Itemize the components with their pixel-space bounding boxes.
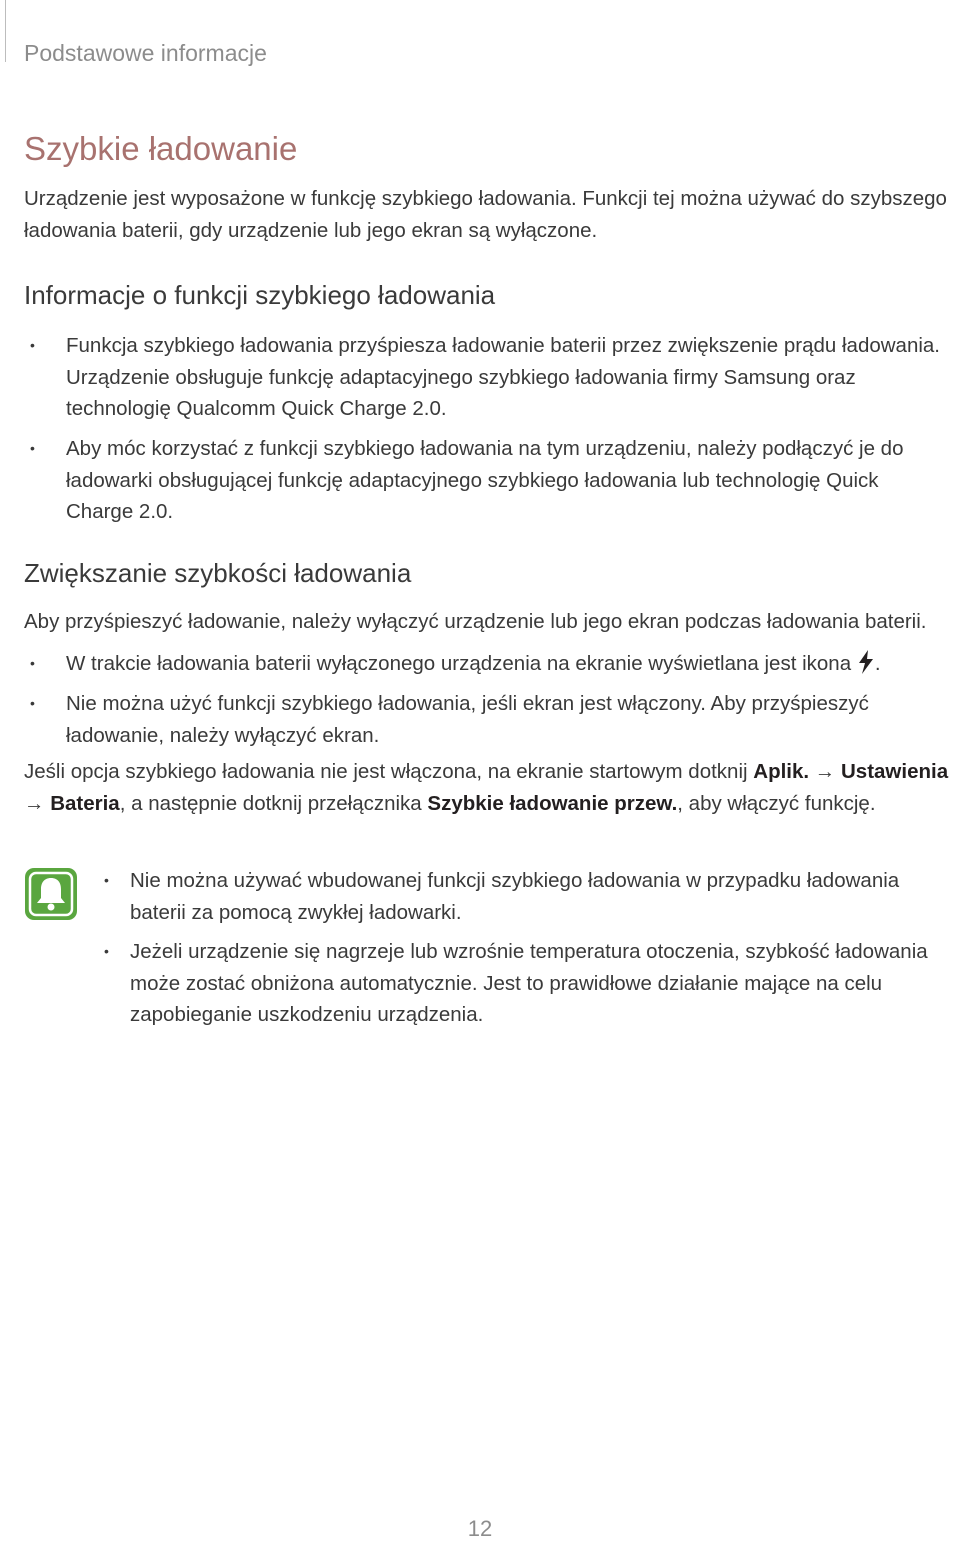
section-heading-speed: Zwiększanie szybkości ładowania [24,558,412,588]
charging-bolt-icon [857,650,875,674]
instruction-text: , a następnie dotknij przełącznika [119,791,428,815]
bullet-dot: • [104,943,109,959]
list-item-text: W trakcie ładowania baterii wyłączonego urządzenia na ekranie wyświetlana jest ikona [66,652,852,675]
list-item: Nie można użyć funkcji szybkiego ładowania, jeśli ekran jest włączony. Aby przyśpieszyć ładowanie, należy wyłączyć ekran. [66,692,869,747]
toggle-name: Szybkie ładowanie przew. [427,791,678,815]
speed-intro-paragraph: Aby przyśpieszyć ładowanie, należy wyłączyć urządzenie lub jego ekran podczas ładowania baterii. [24,610,927,633]
list-item: Nie można używać wbudowanej funkcji szybkiego ładowania w przypadku ładowania baterii za pomocą zwykłej ładowarki. [130,869,900,924]
bell-notice-icon [24,867,78,921]
menu-apps: Aplik. [753,760,810,783]
arrow: → [809,760,841,783]
bullet-dot: • [30,655,35,671]
menu-battery: Bateria [50,791,120,815]
intro-paragraph: Urządzenie jest wyposażone w funkcję szybkiego ładowania. Funkcji tej można używać do szybszego ładowania baterii, gdy urządzenie lub jego ekran są wyłączone. [24,187,947,242]
bullet-dot: • [104,872,109,888]
page-title: Szybkie ładowanie [24,130,298,167]
instruction-paragraph [24,756,950,819]
list-item: Funkcja szybkiego ładowania przyśpiesza ładowanie baterii przez zwiększenie prądu ładowania. Urządzenie obsługuje funkcję adaptacyjnego szybkiego ładowania firmy Samsung oraz technologię Qualcomm Quick Charge 2.0. [66,334,941,420]
section-header: Podstawowe informacje [24,40,267,66]
instruction-text: , aby włączyć funkcję. [677,791,876,815]
list-item: Aby móc korzystać z funkcji szybkiego ładowania na tym urządzeniu, należy podłączyć je do ładowarki obsługującej funkcję adaptacyjnego szybkiego ładowania lub technologię Quick Charge 2.0. [66,437,904,523]
list-item: Jeżeli urządzenie się nagrzeje lub wzrośnie temperatura otoczenia, szybkość ładowania może zostać obniżona automatycznie. Jest to prawidłowe działanie mające na celu zapobieganie uszkodzeniu urządzenia. [130,940,928,1026]
list-item [66,648,946,680]
list-item-end: . [874,652,881,675]
page-edge-rule [5,0,6,62]
section-heading-info: Informacje o funkcji szybkiego ładowania [24,280,496,310]
menu-settings: Ustawienia [841,760,949,783]
page-number: 12 [467,1516,493,1541]
instruction-text: Jeśli opcja szybkiego ładowania nie jest włączona, na ekranie startowym dotknij [24,760,754,783]
bullet-dot: • [30,440,35,456]
arrow: → [24,791,51,815]
bullet-dot: • [30,695,35,711]
bullet-dot: • [30,337,35,353]
